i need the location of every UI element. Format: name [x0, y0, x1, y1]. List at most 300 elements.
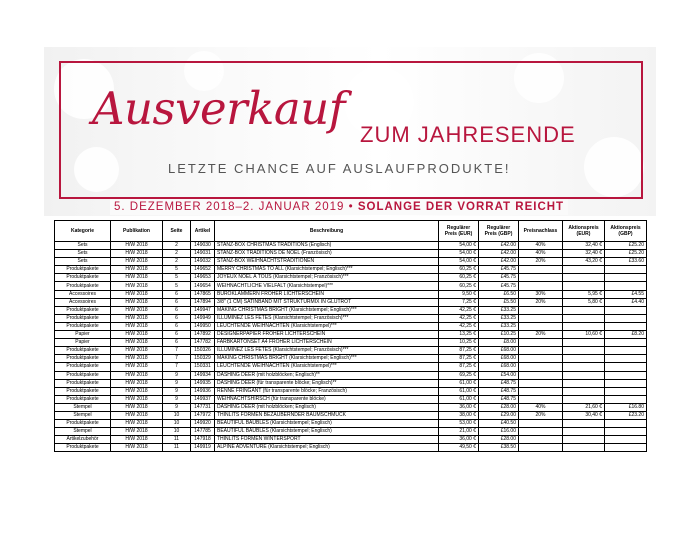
- table-row: [55, 436, 647, 444]
- table-cell: £48.75: [479, 387, 519, 395]
- table-cell: £29.00: [479, 411, 519, 419]
- table-cell: [605, 436, 647, 444]
- table-cell: [605, 274, 647, 282]
- table-cell: 147785: [191, 428, 215, 436]
- table-cell: Produktpakete: [55, 347, 111, 355]
- table-cell: H/W 2018: [111, 331, 163, 339]
- table-cell: [519, 355, 563, 363]
- column-header: Seite: [163, 221, 191, 242]
- table-row: [55, 306, 647, 314]
- table-cell: H/W 2018: [111, 371, 163, 379]
- table-cell: £23.20: [605, 411, 647, 419]
- table-row: [55, 420, 647, 428]
- table-cell: 49,50 €: [439, 444, 479, 452]
- column-header: Regulärer Preis (GBP): [479, 221, 519, 242]
- table-cell: LEUCHTENDE WEIHNACHTEN (Klarsichtstempel)***: [215, 363, 439, 371]
- table-cell: H/W 2018: [111, 403, 163, 411]
- table-cell: H/W 2018: [111, 444, 163, 452]
- table-cell: FARBKARTONSET A4 FROHER LICHTERSCHEIN: [215, 339, 439, 347]
- table-cell: £33.60: [605, 258, 647, 266]
- table-cell: £68.00: [479, 363, 519, 371]
- table-cell: 3/8" (1 CM) SATINBAND MIT STRUKTURMIX IN GLUTROT: [215, 298, 439, 306]
- table-cell: [605, 314, 647, 322]
- table-cell: Stempel: [55, 428, 111, 436]
- table-cell: £45.75: [479, 266, 519, 274]
- table-cell: £16.80: [605, 403, 647, 411]
- table-cell: [563, 282, 605, 290]
- table-row: [55, 403, 647, 411]
- table-cell: 9: [163, 395, 191, 403]
- table-cell: £42.00: [479, 250, 519, 258]
- table-cell: H/W 2018: [111, 355, 163, 363]
- table-cell: H/W 2018: [111, 339, 163, 347]
- table-cell: [563, 322, 605, 330]
- table-cell: H/W 2018: [111, 395, 163, 403]
- table-cell: [563, 395, 605, 403]
- table-cell: Sets: [55, 258, 111, 266]
- table-cell: 54,00 €: [439, 250, 479, 258]
- table-cell: 32,40 €: [563, 242, 605, 250]
- table-cell: Produktpakete: [55, 322, 111, 330]
- table-cell: [563, 347, 605, 355]
- table-row: [55, 363, 647, 371]
- table-row: [55, 298, 647, 306]
- table-cell: 40%: [519, 250, 563, 258]
- table-cell: [519, 347, 563, 355]
- table-cell: £68.00: [479, 347, 519, 355]
- table-cell: £28.00: [479, 403, 519, 411]
- table-cell: £33.25: [479, 322, 519, 330]
- table-cell: 20%: [519, 331, 563, 339]
- table-cell: LEUCHTENDE WEIHNACHTEN (Klarsichtstempel)***: [215, 322, 439, 330]
- table-cell: H/W 2018: [111, 347, 163, 355]
- table-cell: [605, 379, 647, 387]
- table-cell: 7,25 €: [439, 298, 479, 306]
- table-cell: 7: [163, 347, 191, 355]
- table-cell: H/W 2018: [111, 290, 163, 298]
- table-cell: [605, 355, 647, 363]
- table-cell: 149936: [191, 387, 215, 395]
- banner-dates: [110, 199, 568, 215]
- table-row: [55, 282, 647, 290]
- product-table: [54, 220, 647, 452]
- table-cell: 147865: [191, 290, 215, 298]
- table-cell: Stempel: [55, 403, 111, 411]
- table-cell: 2: [163, 250, 191, 258]
- column-header: Publikation: [111, 221, 163, 242]
- table-cell: BEAUTIFUL BAUBLES (Klarsichtstempel; Englisch): [215, 420, 439, 428]
- table-cell: 9: [163, 387, 191, 395]
- table-cell: 30,40 €: [563, 411, 605, 419]
- column-header: Regulärer Preis (EUR): [439, 221, 479, 242]
- column-header: Aktionspreis (GBP): [605, 221, 647, 242]
- table-cell: 20%: [519, 411, 563, 419]
- table-cell: 149949: [191, 314, 215, 322]
- table-cell: 147892: [191, 331, 215, 339]
- table-cell: H/W 2018: [111, 411, 163, 419]
- table-cell: 9,50 €: [439, 290, 479, 298]
- table-cell: THINLITS FORMEN WINTERSPORT: [215, 436, 439, 444]
- table-row: [55, 250, 647, 258]
- table-row: [55, 322, 647, 330]
- table-cell: [519, 363, 563, 371]
- table-cell: H/W 2018: [111, 258, 163, 266]
- table-row: [55, 411, 647, 419]
- table-cell: 10: [163, 428, 191, 436]
- table-cell: [563, 444, 605, 452]
- table-cell: 2: [163, 242, 191, 250]
- banner-title-caps: ZUM JAHRESENDE: [360, 122, 576, 147]
- table-cell: JOYEUX NOËL À TOUS (Klarsichtstempel; Französisch)***: [215, 274, 439, 282]
- table-cell: [605, 339, 647, 347]
- table-cell: 40%: [519, 242, 563, 250]
- table-cell: 147972: [191, 411, 215, 419]
- table-cell: [605, 363, 647, 371]
- table-cell: [563, 339, 605, 347]
- table-cell: [605, 282, 647, 290]
- table-cell: £45.75: [479, 282, 519, 290]
- table-cell: [519, 282, 563, 290]
- table-cell: ILLUMINEZ LES FÊTES (Klarsichtstempel; Französisch)***: [215, 347, 439, 355]
- table-cell: 150331: [191, 363, 215, 371]
- table-cell: [563, 420, 605, 428]
- stock-notice: SOLANGE DER VORRAT REICHT: [357, 201, 565, 213]
- table-cell: Produktpakete: [55, 371, 111, 379]
- table-row: [55, 274, 647, 282]
- table-cell: [605, 387, 647, 395]
- table-cell: H/W 2018: [111, 250, 163, 258]
- table-cell: [519, 444, 563, 452]
- table-cell: Papier: [55, 339, 111, 347]
- table-cell: Artikelzubehör: [55, 436, 111, 444]
- table-cell: 42,25 €: [439, 322, 479, 330]
- table-cell: 20%: [519, 298, 563, 306]
- table-cell: Papier: [55, 331, 111, 339]
- table-cell: [605, 306, 647, 314]
- table-cell: [605, 428, 647, 436]
- table-cell: H/W 2018: [111, 282, 163, 290]
- table-cell: RENNE FRINGANT (für transparente blöcke; Französisch): [215, 387, 439, 395]
- table-cell: 149935: [191, 379, 215, 387]
- table-cell: 20%: [519, 258, 563, 266]
- table-cell: H/W 2018: [111, 428, 163, 436]
- table-cell: 87,25 €: [439, 363, 479, 371]
- table-cell: 147918: [191, 436, 215, 444]
- table-cell: 5: [163, 266, 191, 274]
- table-cell: DESIGNERPAPIER FROHER LICHTERSCHEIN: [215, 331, 439, 339]
- table-cell: £8.00: [479, 339, 519, 347]
- table-cell: DASHING DEER (mit holzblöcken; Englisch): [215, 403, 439, 411]
- table-row: [55, 331, 647, 339]
- table-cell: £25.20: [605, 250, 647, 258]
- table-cell: 42,25 €: [439, 314, 479, 322]
- table-cell: 6: [163, 331, 191, 339]
- table-row: [55, 339, 647, 347]
- table-cell: 13,25 €: [439, 331, 479, 339]
- table-cell: [563, 266, 605, 274]
- table-cell: 87,25 €: [439, 355, 479, 363]
- table-cell: [519, 436, 563, 444]
- table-cell: £48.75: [479, 395, 519, 403]
- table-cell: 2: [163, 258, 191, 266]
- table-cell: 147731: [191, 403, 215, 411]
- table-cell: 53,00 €: [439, 420, 479, 428]
- table-cell: [519, 395, 563, 403]
- table-cell: MERRY CHRISTMAS TO ALL (Klarsichtstempel; Englisch)***: [215, 266, 439, 274]
- banner-title-script: Ausverkauf: [92, 82, 345, 135]
- table-cell: 6: [163, 314, 191, 322]
- table-cell: 10,60 €: [563, 331, 605, 339]
- table-cell: [519, 314, 563, 322]
- table-cell: [519, 339, 563, 347]
- table-cell: £25.20: [605, 242, 647, 250]
- table-cell: ILLUMINEZ LES FÊTES (Klarsichtstempel; Französisch)***: [215, 314, 439, 322]
- table-cell: 149919: [191, 444, 215, 452]
- table-cell: [519, 428, 563, 436]
- table-cell: 9: [163, 371, 191, 379]
- table-cell: [563, 371, 605, 379]
- table-cell: H/W 2018: [111, 363, 163, 371]
- table-row: [55, 266, 647, 274]
- table-cell: £68.00: [479, 355, 519, 363]
- table-cell: 9: [163, 403, 191, 411]
- table-cell: Sets: [55, 250, 111, 258]
- table-cell: [563, 314, 605, 322]
- table-row: [55, 395, 647, 403]
- table-cell: THINLITS FORMEN BEZAUBERNDER BAUMSCHMUCK: [215, 411, 439, 419]
- table-cell: Accessoires: [55, 290, 111, 298]
- table-cell: DASHING DEER (mit holzblöcken; Englisch)**: [215, 371, 439, 379]
- table-cell: WEIHNACHTLICHE VIELFALT (Klarsichtstempel)***: [215, 282, 439, 290]
- table-cell: £54.00: [479, 371, 519, 379]
- table-row: [55, 258, 647, 266]
- table-cell: 61,00 €: [439, 387, 479, 395]
- table-cell: BÜROKLAMMERN FROHER LICHTERSCHEIN: [215, 290, 439, 298]
- table-cell: £5.50: [479, 298, 519, 306]
- table-cell: £10.25: [479, 331, 519, 339]
- table-cell: 60,25 €: [439, 266, 479, 274]
- table-cell: 6: [163, 306, 191, 314]
- table-cell: H/W 2018: [111, 322, 163, 330]
- table-cell: Produktpakete: [55, 420, 111, 428]
- table-cell: [519, 322, 563, 330]
- table-cell: Produktpakete: [55, 387, 111, 395]
- table-cell: MAKING CHRISTMAS BRIGHT (Klarsichtstempel; Englisch)***: [215, 306, 439, 314]
- table-cell: Produktpakete: [55, 266, 111, 274]
- table-cell: 6: [163, 298, 191, 306]
- table-cell: 32,40 €: [563, 250, 605, 258]
- table-cell: 5,95 €: [563, 290, 605, 298]
- table-cell: H/W 2018: [111, 306, 163, 314]
- table-cell: WEIHNACHTSHIRSCH (für transparente blöcke): [215, 395, 439, 403]
- table-cell: 10: [163, 411, 191, 419]
- table-cell: 36,00 €: [439, 403, 479, 411]
- column-header: Artikel: [191, 221, 215, 242]
- table-cell: Produktpakete: [55, 363, 111, 371]
- table-cell: 61,00 €: [439, 395, 479, 403]
- table-cell: 21,00 €: [439, 428, 479, 436]
- table-cell: 21,60 €: [563, 403, 605, 411]
- table-cell: [519, 274, 563, 282]
- table-cell: H/W 2018: [111, 436, 163, 444]
- table-cell: [605, 444, 647, 452]
- table-cell: 61,00 €: [439, 379, 479, 387]
- table-cell: Produktpakete: [55, 306, 111, 314]
- table-cell: 10: [163, 420, 191, 428]
- column-header: Kategorie: [55, 221, 111, 242]
- table-cell: 11: [163, 444, 191, 452]
- table-cell: £38.50: [479, 444, 519, 452]
- table-cell: [563, 363, 605, 371]
- table-cell: Produktpakete: [55, 274, 111, 282]
- table-row: [55, 355, 647, 363]
- table-cell: [519, 371, 563, 379]
- table-cell: 69,25 €: [439, 371, 479, 379]
- table-row: [55, 242, 647, 250]
- table-cell: STANZ-BOX CHRISTMAS TRADITIONS (Englisch): [215, 242, 439, 250]
- table-cell: £42.00: [479, 242, 519, 250]
- table-cell: [605, 420, 647, 428]
- table-cell: [605, 395, 647, 403]
- column-header: Aktionspreis (EUR): [563, 221, 605, 242]
- table-cell: 147782: [191, 339, 215, 347]
- table-cell: 149030: [191, 242, 215, 250]
- table-cell: 43,20 €: [563, 258, 605, 266]
- table-cell: £33.25: [479, 306, 519, 314]
- table-cell: 149653: [191, 274, 215, 282]
- table-row: [55, 387, 647, 395]
- table-cell: 149947: [191, 306, 215, 314]
- table-cell: 60,25 €: [439, 282, 479, 290]
- table-row: [55, 347, 647, 355]
- table-cell: 150329: [191, 355, 215, 363]
- table-cell: 149920: [191, 420, 215, 428]
- table-cell: H/W 2018: [111, 387, 163, 395]
- table-cell: DASHING DEER (für transparente blöcke; Englisch)**: [215, 379, 439, 387]
- table-cell: 60,25 €: [439, 274, 479, 282]
- table-cell: £42.00: [479, 258, 519, 266]
- table-cell: [563, 379, 605, 387]
- table-cell: £6.50: [479, 290, 519, 298]
- table-row: [55, 290, 647, 298]
- column-header: Beschreibung: [215, 221, 439, 242]
- table-cell: [519, 379, 563, 387]
- table-cell: [563, 436, 605, 444]
- table-cell: [563, 274, 605, 282]
- table-cell: Sets: [55, 242, 111, 250]
- table-cell: 149031: [191, 250, 215, 258]
- table-cell: 11: [163, 436, 191, 444]
- table-cell: 7: [163, 363, 191, 371]
- table-cell: [519, 387, 563, 395]
- table-cell: 6: [163, 290, 191, 298]
- table-cell: 7: [163, 355, 191, 363]
- table-cell: £48.75: [479, 379, 519, 387]
- table-cell: £40.50: [479, 420, 519, 428]
- table-cell: £33.25: [479, 314, 519, 322]
- table-cell: Produktpakete: [55, 379, 111, 387]
- table-cell: H/W 2018: [111, 274, 163, 282]
- table-cell: 30%: [519, 290, 563, 298]
- table-cell: [563, 428, 605, 436]
- table-cell: [605, 322, 647, 330]
- table-cell: 5: [163, 282, 191, 290]
- table-cell: 36,00 €: [439, 436, 479, 444]
- table-cell: [519, 420, 563, 428]
- table-cell: [605, 347, 647, 355]
- table-cell: [605, 371, 647, 379]
- table-cell: £4.55: [605, 290, 647, 298]
- table-cell: 87,25 €: [439, 347, 479, 355]
- table-row: [55, 371, 647, 379]
- table-cell: 10,25 €: [439, 339, 479, 347]
- table-cell: H/W 2018: [111, 298, 163, 306]
- table-cell: 6: [163, 339, 191, 347]
- table-cell: Produktpakete: [55, 282, 111, 290]
- table-cell: 40%: [519, 403, 563, 411]
- table-cell: 149937: [191, 395, 215, 403]
- table-cell: Produktpakete: [55, 314, 111, 322]
- table-row: [55, 314, 647, 322]
- table-cell: ALPINE ADVENTURE (Klarsichtstempel; Englisch): [215, 444, 439, 452]
- table-cell: £45.75: [479, 274, 519, 282]
- date-range: 5. DEZEMBER 2018–2. JANUAR 2019 •: [114, 201, 358, 213]
- table-cell: H/W 2018: [111, 314, 163, 322]
- table-cell: 150326: [191, 347, 215, 355]
- table-cell: 6: [163, 322, 191, 330]
- table-cell: STANZ-BOX WEIHNACHTSTRADITIONEN: [215, 258, 439, 266]
- table-row: [55, 379, 647, 387]
- table-cell: 42,25 €: [439, 306, 479, 314]
- table-cell: 54,00 €: [439, 258, 479, 266]
- table-cell: 54,00 €: [439, 242, 479, 250]
- table-cell: [605, 266, 647, 274]
- table-cell: MAKING CHRISTMAS BRIGHT (Klarsichtstempel; Englisch)***: [215, 355, 439, 363]
- table-cell: STANZ-BOX TRADITIONS DE NOËL (Französisch): [215, 250, 439, 258]
- table-cell: 149934: [191, 371, 215, 379]
- table-cell: 9: [163, 379, 191, 387]
- table-cell: H/W 2018: [111, 420, 163, 428]
- table-cell: 38,00 €: [439, 411, 479, 419]
- banner-subtitle: LETZTE CHANCE AUF AUSLAUFPRODUKTE!: [168, 161, 511, 176]
- table-header-row: [55, 221, 647, 242]
- table-cell: H/W 2018: [111, 242, 163, 250]
- table-cell: Produktpakete: [55, 395, 111, 403]
- table-cell: H/W 2018: [111, 266, 163, 274]
- table-cell: [563, 355, 605, 363]
- table-row: [55, 444, 647, 452]
- table-body: [55, 242, 647, 452]
- table-cell: BEAUTIFUL BAUBLES (Klarsichtstempel; Englisch): [215, 428, 439, 436]
- column-header: Preisnachlass: [519, 221, 563, 242]
- table-row: [55, 428, 647, 436]
- table-cell: [563, 306, 605, 314]
- table-cell: Stempel: [55, 411, 111, 419]
- table-cell: 149950: [191, 322, 215, 330]
- table-cell: £8.20: [605, 331, 647, 339]
- table-cell: 147894: [191, 298, 215, 306]
- table-cell: Accessoires: [55, 298, 111, 306]
- table-cell: 149032: [191, 258, 215, 266]
- table-cell: £16.00: [479, 428, 519, 436]
- table-cell: [519, 266, 563, 274]
- table-cell: 5,80 €: [563, 298, 605, 306]
- table-cell: Produktpakete: [55, 444, 111, 452]
- table-cell: £4.40: [605, 298, 647, 306]
- table-cell: H/W 2018: [111, 379, 163, 387]
- table-cell: 149652: [191, 266, 215, 274]
- table-cell: 149654: [191, 282, 215, 290]
